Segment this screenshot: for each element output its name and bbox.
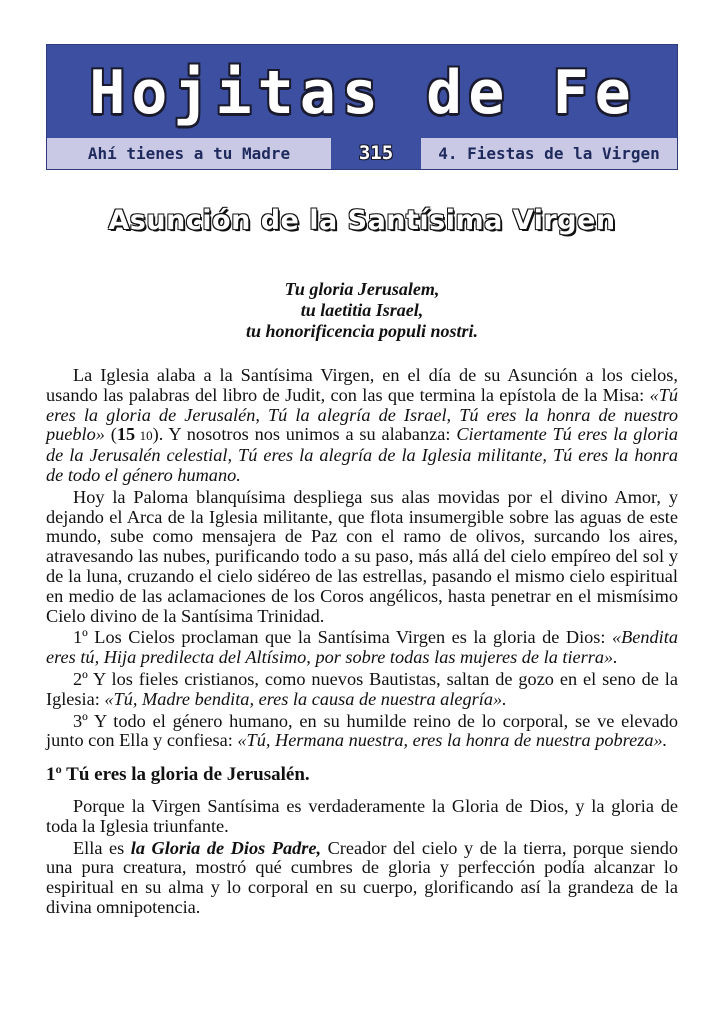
- paragraph: Hoy la Paloma blanquísima despliega sus alas movidas por el divino Amor, y dejando el Arca de la Iglesia militante, que flota insumergible sobre las aguas de este mundo, sube como mensajera de Paz con el ramo de olivos, surcando los aires, atravesando las nubes, purificando todo a su paso, más allá del cielo empíreo del sol y de la luna, cruzando el cielo sidéreo de las estrellas, pasando el mismo cielo espiritual en medio de las aclamaciones de los Coros angélicos, hasta penetrar en el mismísimo Cielo divino de la Santísima Trinidad.: [46, 486, 678, 626]
- epigraph-line: tu laetitia Israel,: [300, 300, 424, 320]
- epigraph: [46, 279, 678, 342]
- paragraph-text: 2º Y los fieles cristianos, como nuevos Bautistas, saltan de gozo en el seno de la Iglesia:: [46, 668, 678, 709]
- paragraph-text: ). Y nosotros nos unimos a su alabanza:: [152, 424, 457, 445]
- paragraph: [46, 839, 678, 918]
- paragraph: Porque la Virgen Santísima es verdaderamente la Gloria de Dios, y la gloria de toda la Iglesia triunfante.: [46, 795, 678, 836]
- paragraph-text: Creador del cielo y de la tierra, porque siendo una pura creatura, mostró qué cumbres de gloria y perfección podía alcanzar lo espiritual en su alma y lo corporal en su cuerpo, glorificando así la grandeza de la divina omnipotencia.: [46, 837, 678, 917]
- epigraph-line: tu honorificencia populi nostri.: [245, 321, 479, 341]
- quote-text: «Bendita eres tú, Hija predilecta del Altísimo, por sobre todas las mujeres de la tierra».: [46, 627, 678, 668]
- quote-text: «Tú eres la gloria de Jerusalén, Tú la alegría de Israel, Tú eres la honra de nuestro pueblo»: [46, 384, 678, 445]
- paragraph-text: 1º Los Cielos proclaman que la Santísima Virgen es la gloria de Dios:: [73, 627, 612, 648]
- issue-number: 315: [331, 138, 421, 169]
- header-subbar: [47, 138, 677, 169]
- paragraph-text: Ella es: [73, 837, 131, 858]
- quote-text: «Tú, Hermana nuestra, eres la honra de nuestra pobreza».: [237, 730, 668, 751]
- reference-chapter: 15: [116, 424, 136, 445]
- article-body: [46, 366, 678, 920]
- paragraph-text: La Iglesia alaba a la Santísima Virgen, en el día de su Asunción a los cielos, usando las palabras del libro de Judit, con las que termina la epístola de la Misa:: [46, 365, 678, 405]
- reference-verse: 10: [135, 428, 153, 444]
- paragraph: [46, 628, 678, 668]
- paragraph: [46, 670, 678, 710]
- quote-text: Ciertamente Tú eres la gloria de la Jerusalén celestial, Tú eres la alegría de la Iglesia militante, Tú eres la honra de todo el género humano.: [46, 424, 678, 485]
- paragraph-text: (: [104, 424, 117, 445]
- paragraph-text: 3º Y todo el género humano, en su humilde reino de lo corporal, se ve elevado junto con Ella y confiesa:: [46, 710, 678, 751]
- paragraph: [46, 366, 678, 486]
- article-title: Asunción de la Santísima Virgen: [108, 205, 616, 236]
- epigraph-line: Tu gloria Jerusalem,: [284, 279, 440, 299]
- paragraph: [46, 712, 678, 752]
- section-heading: 1º Tú eres la gloria de Jerusalén.: [46, 764, 310, 786]
- publication-title: Hojitas de Fe: [89, 58, 637, 128]
- series-subtitle: Ahí tienes a tu Madre: [87, 144, 291, 163]
- header-banner: [46, 44, 678, 170]
- emphasis-text: la Gloria de Dios Padre,: [130, 837, 322, 858]
- section-subtitle: 4. Fiestas de la Virgen: [438, 144, 660, 163]
- quote-text: «Tú, Madre bendita, eres la causa de nuestra alegría».: [104, 688, 507, 709]
